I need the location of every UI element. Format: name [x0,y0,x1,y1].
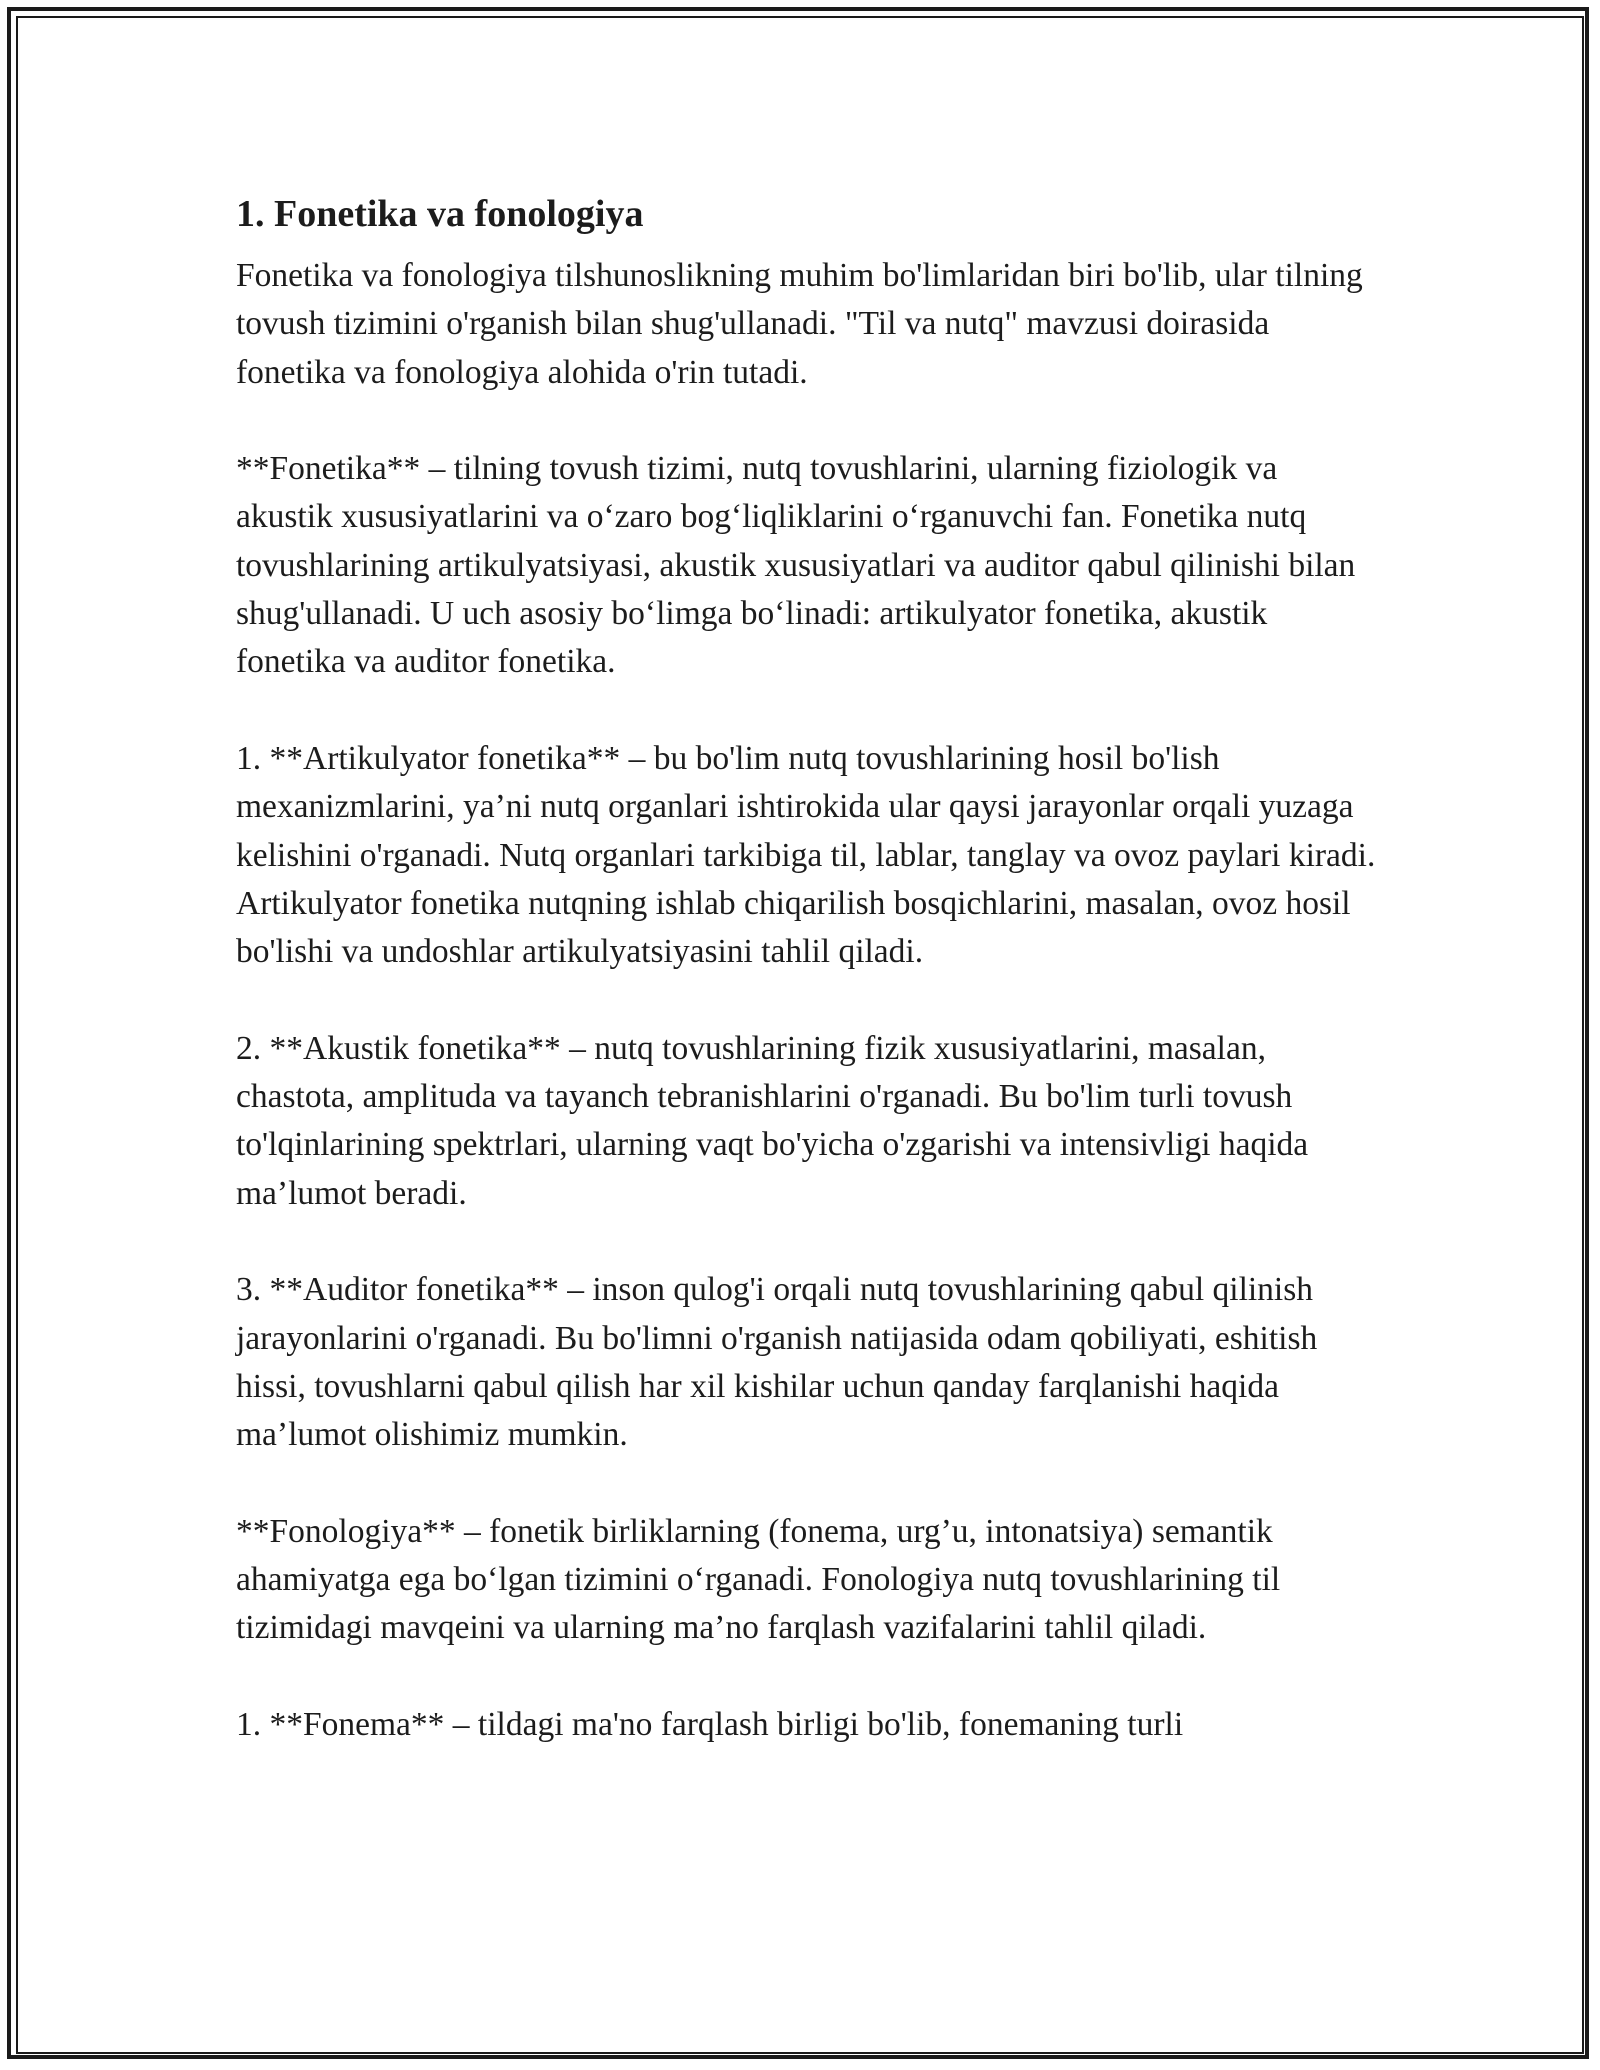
paragraph-intro: Fonetika va fonologiya tilshunoslikning muhim bo'limlaridan biri bo'lib, ular tilning tovush tizimini o'rganish bilan shug'ullanadi. "Til va nutq" mavzusi doirasida fonetika va fonologiya alohida o'rin tutadi. [236,257,1363,391]
paragraph-fonologiya: **Fonologiya** – fonetik birliklarning (fonema, urg’u, intonatsiya) semantik ahamiyatga ega bo‘lgan tizimini o‘rganadi. Fonologiya nutq tovushlarining til tizimidagi mavqeini va ularning ma’no farqlash vazifalarini tahlil qiladi. [236,1512,1281,1647]
paragraph-fonema: 1. **Fonema** – tildagi ma'no farqlash birligi bo'lib, fonemaning turli [236,1705,1184,1743]
section-heading: 1. Fonetika va fonologiya [236,193,644,235]
paragraph-fonetika: **Fonetika** – tilning tovush tizimi, nutq tovushlarini, ularning fiziologik va akustik xususiyatlarini va o‘zaro bog‘liqliklarini o‘rganuvchi fan. Fonetika nutq tovushlarining artikulyatsiyasi, akustik xususiyatlari va auditor qabul qilinishi bilan shug'ullanadi. U uch asosiy bo‘limga bo‘linadi: artikulyator fonetika, akustik fonetika va auditor fonetika. [236,450,1356,681]
paragraph-artikulyator: 1. **Artikulyator fonetika** – bu bo'lim nutq tovushlarining hosil bo'lish mexanizmlarini, ya’ni nutq organlari ishtirokida ular qaysi jarayonlar orqali yuzaga kelishini o'rganadi. Nutq organlari tarkibiga til, lablar, tanglay va ovoz paylari kiradi. Artikulyator fonetika nutqning ishlab chiqarilish bosqichlarini, masalan, ovoz hosil bo'lishi va undoshlar artikulyatsiyasini tahlil qiladi. [236,739,1376,971]
document-body [236,186,1376,1798]
paragraph-auditor: 3. **Auditor fonetika** – inson qulog'i orqali nutq tovushlarining qabul qilinish jarayonlarini o'rganadi. Bu bo'limni o'rganish natijasida odam qobiliyati, eshitish hissi, tovushlarni qabul qilish har xil kishilar uchun qanday farqlanishi haqida ma’lumot olishimiz mumkin. [236,1271,1318,1454]
paragraph-akustik: 2. **Akustik fonetika** – nutq tovushlarining fizik xususiyatlarini, masalan, chastota, amplituda va tayanch tebranishlarini o'rganadi. Bu bo'lim turli tovush to'lqinlarining spektrlari, ularning vaqt bo'yicha o'zgarishi va intensivligi haqida ma’lumot beradi. [236,1029,1309,1212]
